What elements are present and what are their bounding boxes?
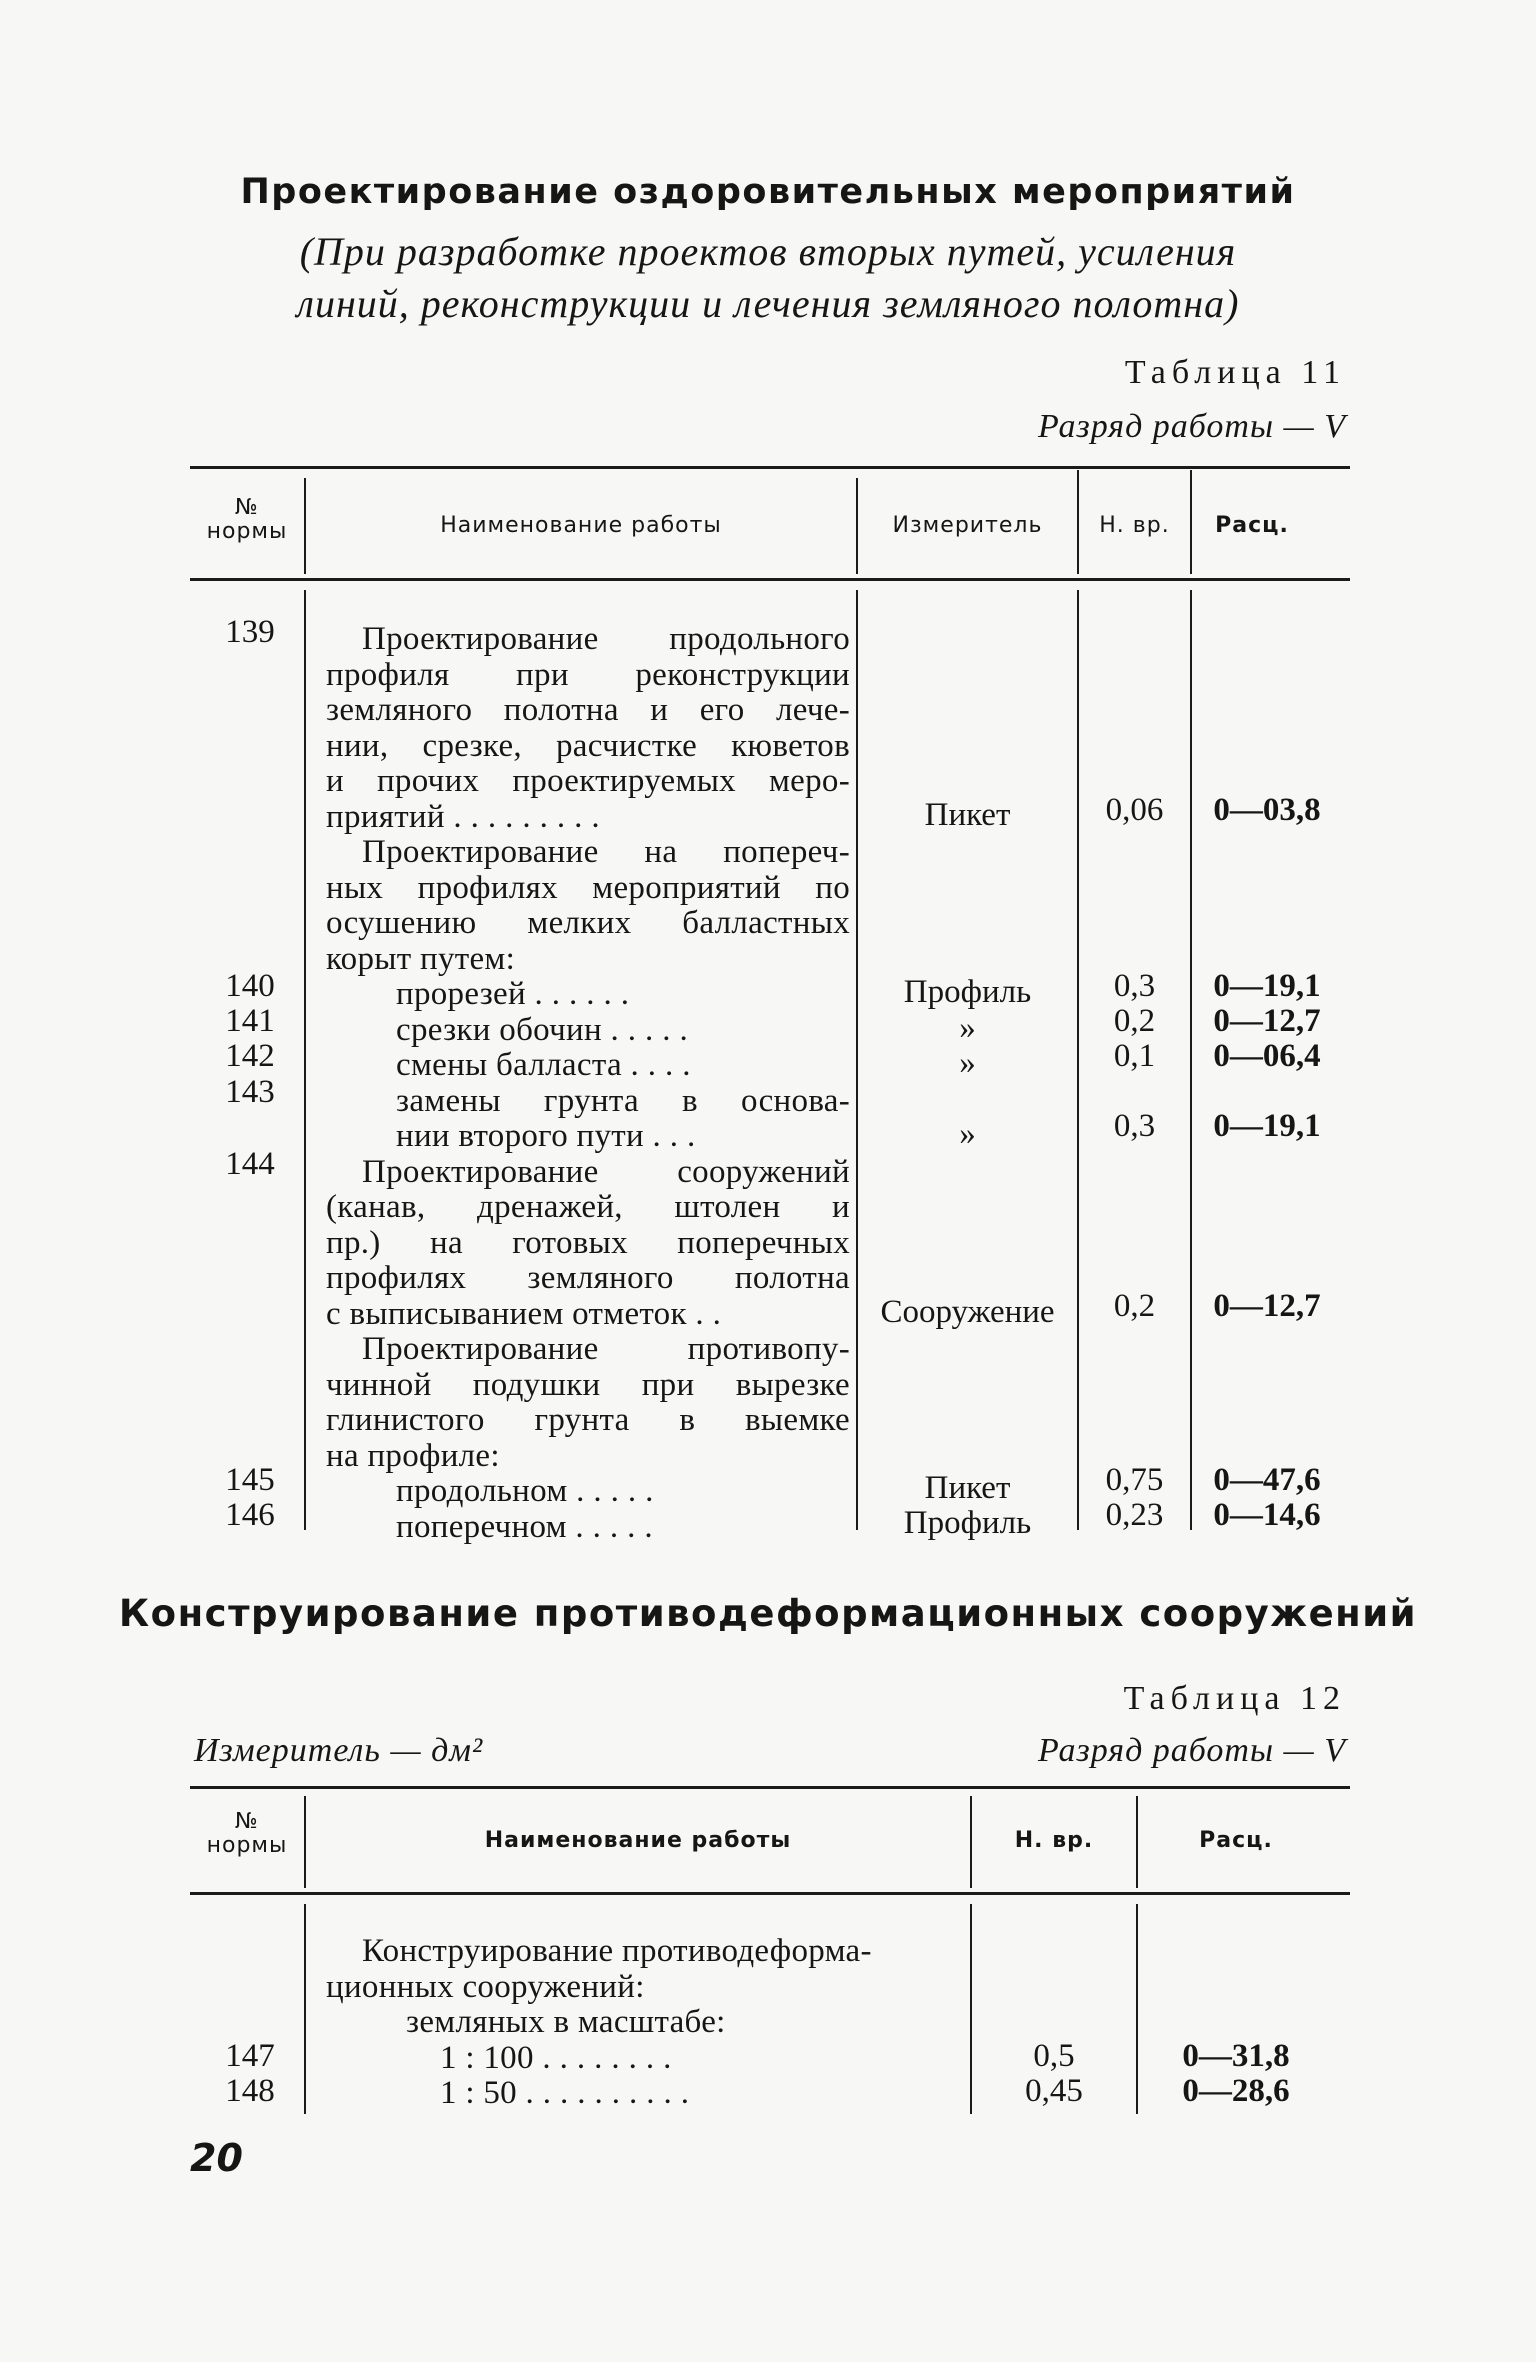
description-line: нии второго пути ... [396,1118,705,1154]
header-norm-number: № нормы [206,495,288,544]
description-line: замены грунта в основа- [396,1082,850,1119]
time-cell: 0,45 [1025,2073,1083,2109]
norm-number: 147 [225,2038,275,2074]
header-time: Н. вр. [1099,513,1170,538]
description-line: земляных в масштабе: [406,2004,726,2040]
time-cell: 0,2 [1113,1288,1156,1324]
norm-number: 143 [225,1074,275,1110]
description-line: профиля при реконструкции [326,656,850,693]
description-line: смены балласта .... [396,1047,700,1083]
rate-cell: 0—28,6 [1182,2073,1290,2109]
description-line: глинистого грунта в выемке [326,1402,850,1438]
section-subtitle: (При разработке проектов вторых путей, усиления [299,229,1237,274]
norm-number: 148 [225,2073,275,2109]
description-line: срезки обочин ..... [396,1011,697,1048]
description-line: 1 : 50 .......... [440,2075,699,2111]
header-unit: Измеритель [892,513,1043,538]
unit-cell: Сооружение [880,1294,1055,1330]
header-work-name: Наименование работы [484,1828,792,1853]
description-line: поперечном ..... [396,1508,662,1545]
unit-cell: Профиль [903,1505,1032,1541]
rate-cell: 0—47,6 [1213,1462,1321,1498]
description-line: на профиле: [326,1437,500,1474]
unit-note: Измеритель — дм² [194,1732,484,1769]
unit-cell: Профиль [903,974,1032,1010]
rate-cell: 0—06,4 [1213,1038,1321,1074]
section-subtitle: линий, реконструкции и лечения земляного полотна) [296,281,1240,326]
table-label: Таблица 11 [1124,354,1346,391]
description-line: (канав, дренажей, штолен и [326,1189,850,1225]
rate-cell: 0—12,7 [1213,1003,1321,1039]
description-line: продольном ..... [396,1473,663,1509]
unit-cell: Пикет [924,1470,1011,1506]
description-line: Конструирование противодеформа- [362,1933,872,1969]
norm-number: 146 [225,1497,275,1533]
work-grade: Разряд работы — V [1037,1732,1346,1769]
norm-number: 144 [225,1146,275,1182]
time-cell: 0,2 [1113,1003,1156,1039]
rate-cell: 0—31,8 [1182,2038,1290,2074]
time-cell: 0,5 [1033,2038,1075,2074]
rate-cell: 0—03,8 [1213,792,1321,828]
description-line: Проектирование продольного [362,621,850,657]
rate-cell: 0—14,6 [1213,1497,1321,1533]
table-label: Таблица 12 [1123,1680,1346,1717]
norm-number: 142 [225,1038,275,1074]
description-line: с выписыванием отметок .. [326,1295,730,1332]
rate-cell: 0—12,7 [1213,1288,1321,1324]
column-divider [304,1904,306,2114]
time-cell: 0,3 [1113,1108,1156,1144]
header-rate: Расц. [1215,513,1289,538]
unit-cell: » [959,1116,976,1152]
unit-cell: » [959,1010,976,1046]
rate-cell: 0—19,1 [1213,968,1321,1004]
unit-cell: Пикет [924,797,1011,833]
header-bottom-rule [190,1892,1350,1895]
description-line: чинной подушки при вырезке [326,1366,850,1403]
header-rate: Расц. [1199,1828,1273,1853]
description-line: 1 : 100 ........ [440,2039,681,2076]
description-line: пр.) на готовых поперечных [326,1224,850,1261]
description-line: осушению мелких балластных [326,905,850,941]
header-norm-number: № нормы [206,1809,288,1858]
norm-number: 140 [225,968,275,1004]
time-cell: 0,06 [1105,792,1164,828]
section-title: Проектирование оздоровительных мероприятий [240,172,1296,212]
description-line: земляного полотна и его лече- [326,692,850,728]
description-line: приятий ......... [326,798,609,835]
column-divider [304,590,306,1530]
norm-number: 141 [225,1003,275,1039]
page-number: 20 [190,2136,243,2180]
description-line: ных профилях мероприятий по [326,869,850,906]
table-top-rule [190,1786,1350,1789]
description-line: ционных сооружений: [326,1968,645,2005]
description-line: прорезей ...... [396,976,639,1012]
section-title: Конструирование противодеформационных сооружений [118,1592,1418,1635]
time-cell: 0,3 [1113,968,1156,1004]
work-grade: Разряд работы — V [1037,408,1346,445]
time-cell: 0,1 [1113,1038,1156,1074]
unit-cell: » [959,1045,976,1081]
description-line: Проектирование противопу- [362,1331,850,1367]
header-work-name: Наименование работы [440,513,722,538]
description-line: профилях земляного полотна [326,1260,850,1296]
header-time: Н. вр. [1014,1828,1094,1853]
table-top-rule [190,466,1350,469]
description-line: Проектирование на попереч- [362,834,850,870]
time-cell: 0,23 [1105,1497,1164,1533]
description-line: нии, срезке, расчистке кюветов [326,727,850,764]
description-line: и прочих проектируемых меро- [326,763,850,799]
description-line: корыт путем: [326,940,516,977]
rate-cell: 0—19,1 [1213,1108,1321,1144]
description-line: Проектирование сооружений [362,1153,850,1190]
time-cell: 0,75 [1105,1462,1164,1498]
header-bottom-rule [190,578,1350,581]
norm-number: 145 [225,1462,275,1498]
norm-number: 139 [225,614,275,650]
